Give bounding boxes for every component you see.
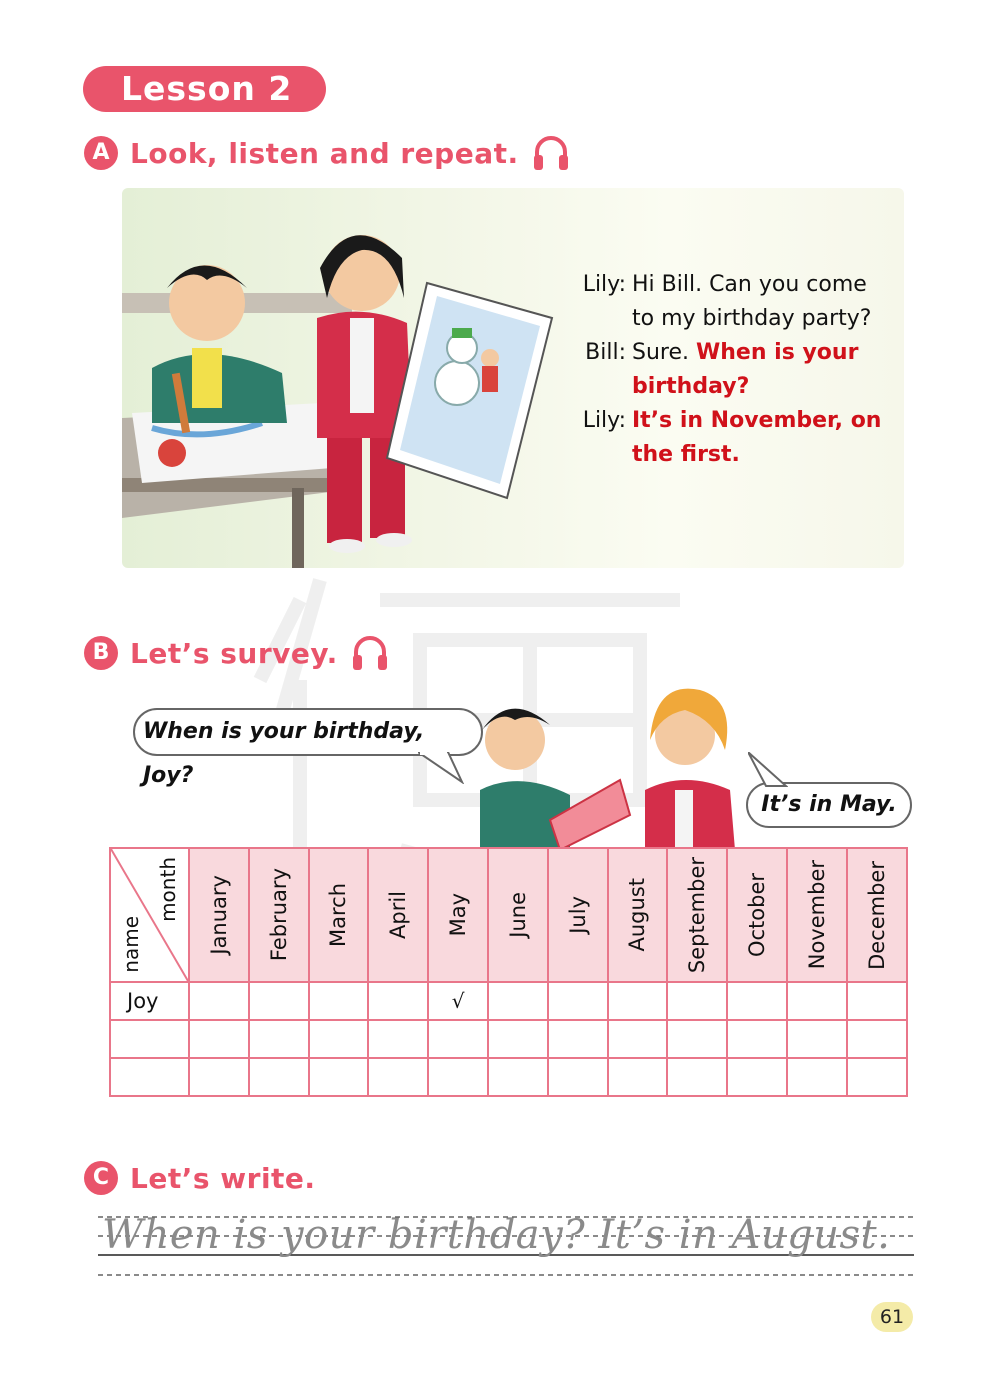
month-header	[189, 848, 249, 982]
name-cell[interactable]	[110, 1020, 189, 1058]
utterance	[632, 438, 900, 472]
dialogue-line	[570, 302, 900, 336]
section-a-header	[84, 134, 571, 172]
survey-cell[interactable]	[727, 1058, 787, 1096]
headphones-icon[interactable]	[531, 134, 571, 172]
utterance-text: Hi Bill. Can you come	[632, 272, 867, 297]
survey-cell[interactable]	[548, 982, 608, 1020]
section-c-badge: C	[84, 1161, 118, 1195]
speaker-label	[570, 302, 626, 336]
bubble-tail-left	[418, 752, 464, 784]
section-b-title: Let’s survey.	[130, 636, 338, 670]
month-label: November	[804, 860, 829, 970]
speaker-label: Bill:	[585, 340, 626, 365]
speaker-label: Lily:	[582, 272, 626, 297]
month-label: October	[745, 872, 770, 958]
survey-cell[interactable]	[608, 1058, 668, 1096]
month-header	[428, 848, 488, 982]
month-header	[309, 848, 369, 982]
lesson-title: Lesson 2	[83, 66, 326, 112]
table-row	[110, 1020, 907, 1058]
bubble-tail-right	[748, 752, 788, 788]
survey-cell[interactable]	[368, 982, 428, 1020]
month-header	[249, 848, 309, 982]
table-row	[110, 1058, 907, 1096]
survey-cell[interactable]	[309, 982, 369, 1020]
utterance	[632, 336, 900, 370]
survey-cell[interactable]	[667, 982, 727, 1020]
table-header-row	[110, 848, 907, 982]
section-a-title: Look, listen and repeat.	[130, 136, 519, 170]
survey-cell[interactable]	[608, 982, 668, 1020]
survey-cell[interactable]	[309, 1020, 369, 1058]
survey-cell[interactable]	[847, 1058, 907, 1096]
headphones-icon[interactable]	[350, 634, 390, 672]
month-header	[787, 848, 847, 982]
section-c-title: Let’s write.	[130, 1161, 316, 1195]
name-cell[interactable]: Joy	[110, 982, 189, 1020]
dialogue-line	[570, 336, 900, 370]
key-phrase: birthday?	[632, 374, 750, 399]
survey-cell[interactable]	[249, 982, 309, 1020]
survey-cell[interactable]	[368, 1058, 428, 1096]
survey-cell[interactable]	[787, 982, 847, 1020]
key-phrase: When is your	[696, 340, 859, 365]
dialogue-line	[570, 268, 900, 302]
section-c-header	[84, 1161, 316, 1195]
month-label: May	[446, 893, 471, 937]
survey-cell[interactable]	[727, 982, 787, 1020]
page-number: 61	[871, 1302, 913, 1332]
speaker-label	[570, 370, 626, 404]
month-header	[667, 848, 727, 982]
corner-label-month: month	[156, 857, 180, 922]
dialogue-text	[570, 268, 900, 472]
utterance	[632, 268, 900, 302]
survey-cell[interactable]	[488, 982, 548, 1020]
key-phrase: the first.	[632, 442, 740, 467]
survey-cell[interactable]	[249, 1058, 309, 1096]
survey-cell[interactable]	[249, 1020, 309, 1058]
name-cell[interactable]	[110, 1058, 189, 1096]
month-label: February	[266, 868, 291, 962]
survey-cell[interactable]	[727, 1020, 787, 1058]
survey-cell[interactable]	[787, 1058, 847, 1096]
utterance	[632, 370, 900, 404]
month-label: September	[685, 856, 710, 974]
utterance	[632, 404, 900, 438]
survey-cell[interactable]	[189, 982, 249, 1020]
month-header	[368, 848, 428, 982]
survey-table	[109, 847, 908, 1097]
speech-bubble-answer: It’s in May.	[746, 782, 912, 828]
section-a-badge: A	[84, 136, 118, 170]
dialogue-line	[570, 370, 900, 404]
survey-cell[interactable]	[189, 1020, 249, 1058]
survey-cell[interactable]	[428, 1058, 488, 1096]
speech-bubble-question: When is your birthday, Joy?	[133, 708, 483, 756]
month-label: June	[505, 892, 530, 938]
survey-cell[interactable]	[847, 1020, 907, 1058]
survey-cell[interactable]	[608, 1020, 668, 1058]
month-label: August	[625, 878, 650, 952]
month-header	[488, 848, 548, 982]
check-mark[interactable]: √	[428, 982, 488, 1020]
month-header	[608, 848, 668, 982]
utterance-text: Sure.	[632, 340, 696, 365]
month-header	[548, 848, 608, 982]
utterance-text: to my birthday party?	[632, 306, 872, 331]
table-row	[110, 982, 907, 1020]
month-label: July	[565, 896, 590, 934]
month-label: December	[864, 860, 889, 970]
key-phrase: It’s in November, on	[632, 408, 882, 433]
sample-handwriting: When is your birthday? It’s in August.	[102, 1212, 891, 1258]
children-survey-illustration	[460, 680, 760, 850]
survey-cell[interactable]	[787, 1020, 847, 1058]
survey-cell[interactable]	[309, 1058, 369, 1096]
speaker-label: Lily:	[582, 408, 626, 433]
corner-label-name: name	[119, 916, 143, 973]
month-label: January	[206, 875, 231, 955]
survey-cell[interactable]	[428, 1020, 488, 1058]
survey-cell[interactable]	[847, 982, 907, 1020]
dialogue-line	[570, 404, 900, 438]
survey-cell[interactable]	[667, 1058, 727, 1096]
dialogue-line	[570, 438, 900, 472]
children-drawing-illustration	[122, 188, 562, 568]
utterance	[632, 302, 900, 336]
month-header	[727, 848, 787, 982]
month-header	[847, 848, 907, 982]
speaker-label	[570, 438, 626, 472]
section-b-badge: B	[84, 636, 118, 670]
section-b-header	[84, 634, 390, 672]
survey-cell[interactable]	[548, 1020, 608, 1058]
survey-cell[interactable]	[488, 1058, 548, 1096]
survey-cell[interactable]	[368, 1020, 428, 1058]
survey-cell[interactable]	[548, 1058, 608, 1096]
month-label: March	[326, 882, 351, 947]
dialogue-scene	[122, 188, 904, 568]
month-label: April	[386, 891, 411, 939]
table-corner-cell	[110, 848, 189, 982]
survey-cell[interactable]	[189, 1058, 249, 1096]
survey-cell[interactable]	[488, 1020, 548, 1058]
survey-cell[interactable]	[667, 1020, 727, 1058]
